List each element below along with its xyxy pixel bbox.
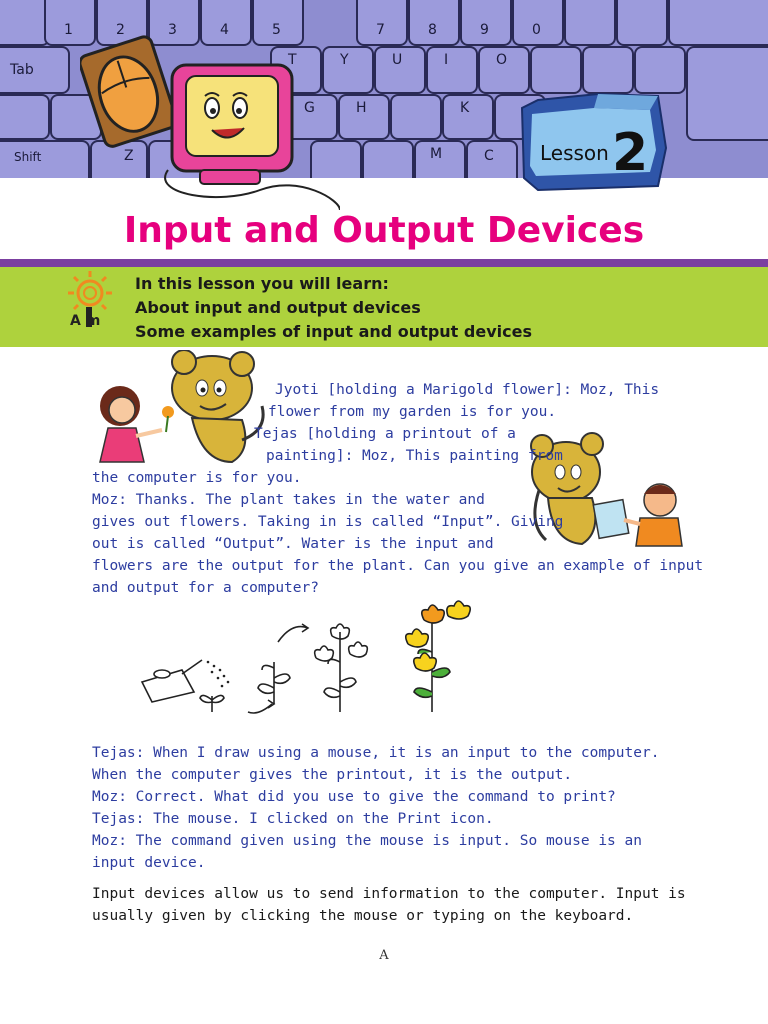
page-title: Input and Output Devices xyxy=(123,210,645,251)
key-label: Tab xyxy=(10,62,34,78)
key-label: K xyxy=(460,100,470,116)
dialogue-line: input device. xyxy=(92,855,206,871)
keyboard-key xyxy=(466,140,518,180)
keyboard-key xyxy=(0,46,70,94)
key-label: Z xyxy=(124,148,134,164)
dialogue-line: Moz: The command given using the mouse is input. So mouse is an xyxy=(92,833,642,849)
key-label: 4 xyxy=(220,22,229,38)
key-label: 9 xyxy=(480,22,489,38)
keyboard-key xyxy=(408,0,460,46)
key-label: G xyxy=(304,100,315,116)
keyboard-key xyxy=(512,0,564,46)
computer-mascot-illustration xyxy=(80,20,340,210)
key-label: M xyxy=(430,146,443,162)
lesson-number: 2 xyxy=(612,123,649,183)
key-label: 5 xyxy=(272,22,281,38)
key-label: 7 xyxy=(376,22,385,38)
keyboard-key xyxy=(582,46,634,94)
keyboard-key xyxy=(0,0,50,46)
keyboard-key xyxy=(668,0,768,46)
dialogue-line: Tejas: The mouse. I clicked on the Print icon. xyxy=(92,811,494,827)
story-line: out is called “Output”. Water is the input and xyxy=(92,536,494,552)
key-label: I xyxy=(444,52,449,68)
keyboard-key xyxy=(564,0,616,46)
key-label: O xyxy=(496,52,508,68)
keyboard-key xyxy=(442,94,494,140)
aim-line-2: About input and output devices xyxy=(135,298,421,317)
story-line: gives out flowers. Taking in is called “Input”. Giving xyxy=(92,514,564,530)
dialogue-line: Moz: Correct. What did you use to give the command to print? xyxy=(92,789,616,805)
story-line: Tejas [holding a printout of a xyxy=(254,426,516,442)
keyboard-key xyxy=(426,46,478,94)
lesson-label: Lesson xyxy=(540,141,609,165)
jyoti-moz-illustration xyxy=(92,350,274,470)
keyboard-key xyxy=(0,140,90,180)
key-label: T xyxy=(288,52,297,68)
story-line: Jyoti [holding a Marigold flower]: Moz, This xyxy=(275,382,660,398)
keyboard-key xyxy=(374,46,426,94)
keyboard-key xyxy=(634,46,686,94)
story-line: the computer is for you. xyxy=(92,470,302,486)
keyboard-key xyxy=(414,140,466,180)
story-line: flower from my garden is for you. xyxy=(268,404,557,420)
key-label: 3 xyxy=(168,22,177,38)
key-label: C xyxy=(484,148,494,164)
key-label: Shift xyxy=(14,150,42,164)
aim-sun-icon xyxy=(52,269,132,331)
keyboard-key xyxy=(530,46,582,94)
key-label: Y xyxy=(340,52,349,68)
keyboard-key xyxy=(460,0,512,46)
dialogue-line: When the computer gives the printout, it is the output. xyxy=(92,767,573,783)
keyboard-key xyxy=(356,0,408,46)
key-label: H xyxy=(356,100,367,116)
keyboard-key xyxy=(616,0,668,46)
definition-line: Input devices allow us to send information to the computer. Input is xyxy=(92,886,686,902)
story-line: and output for a computer? xyxy=(92,580,319,596)
key-label: 1 xyxy=(64,22,73,38)
story-line: Moz: Thanks. The plant takes in the water and xyxy=(92,492,485,508)
key-label: U xyxy=(392,52,403,68)
aim-line-1: In this lesson you will learn: xyxy=(135,274,389,293)
title-divider xyxy=(0,259,768,267)
aim-band xyxy=(0,267,768,347)
key-label: 2 xyxy=(116,22,125,38)
keyboard-key xyxy=(362,140,414,180)
page-footer-letter: A xyxy=(379,948,389,963)
keyboard-key xyxy=(338,94,390,140)
definition-line: usually given by clicking the mouse or typing on the keyboard. xyxy=(92,908,634,924)
keyboard-key xyxy=(686,46,768,141)
key-label: 8 xyxy=(428,22,437,38)
keyboard-key xyxy=(0,94,50,140)
aim-line-3: Some examples of input and output devices xyxy=(135,322,532,341)
lesson-badge xyxy=(518,88,670,194)
story-line: flowers are the output for the plant. Can you give an example of input xyxy=(92,558,704,574)
key-label: 0 xyxy=(532,22,541,38)
keyboard-key xyxy=(390,94,442,140)
plant-growth-illustration xyxy=(132,592,502,740)
aim-icon-text: A m xyxy=(70,313,101,329)
dialogue-line: Tejas: When I draw using a mouse, it is an input to the computer. xyxy=(92,745,660,761)
story-line: painting]: Moz, This painting from xyxy=(266,448,563,464)
keyboard-key xyxy=(478,46,530,94)
